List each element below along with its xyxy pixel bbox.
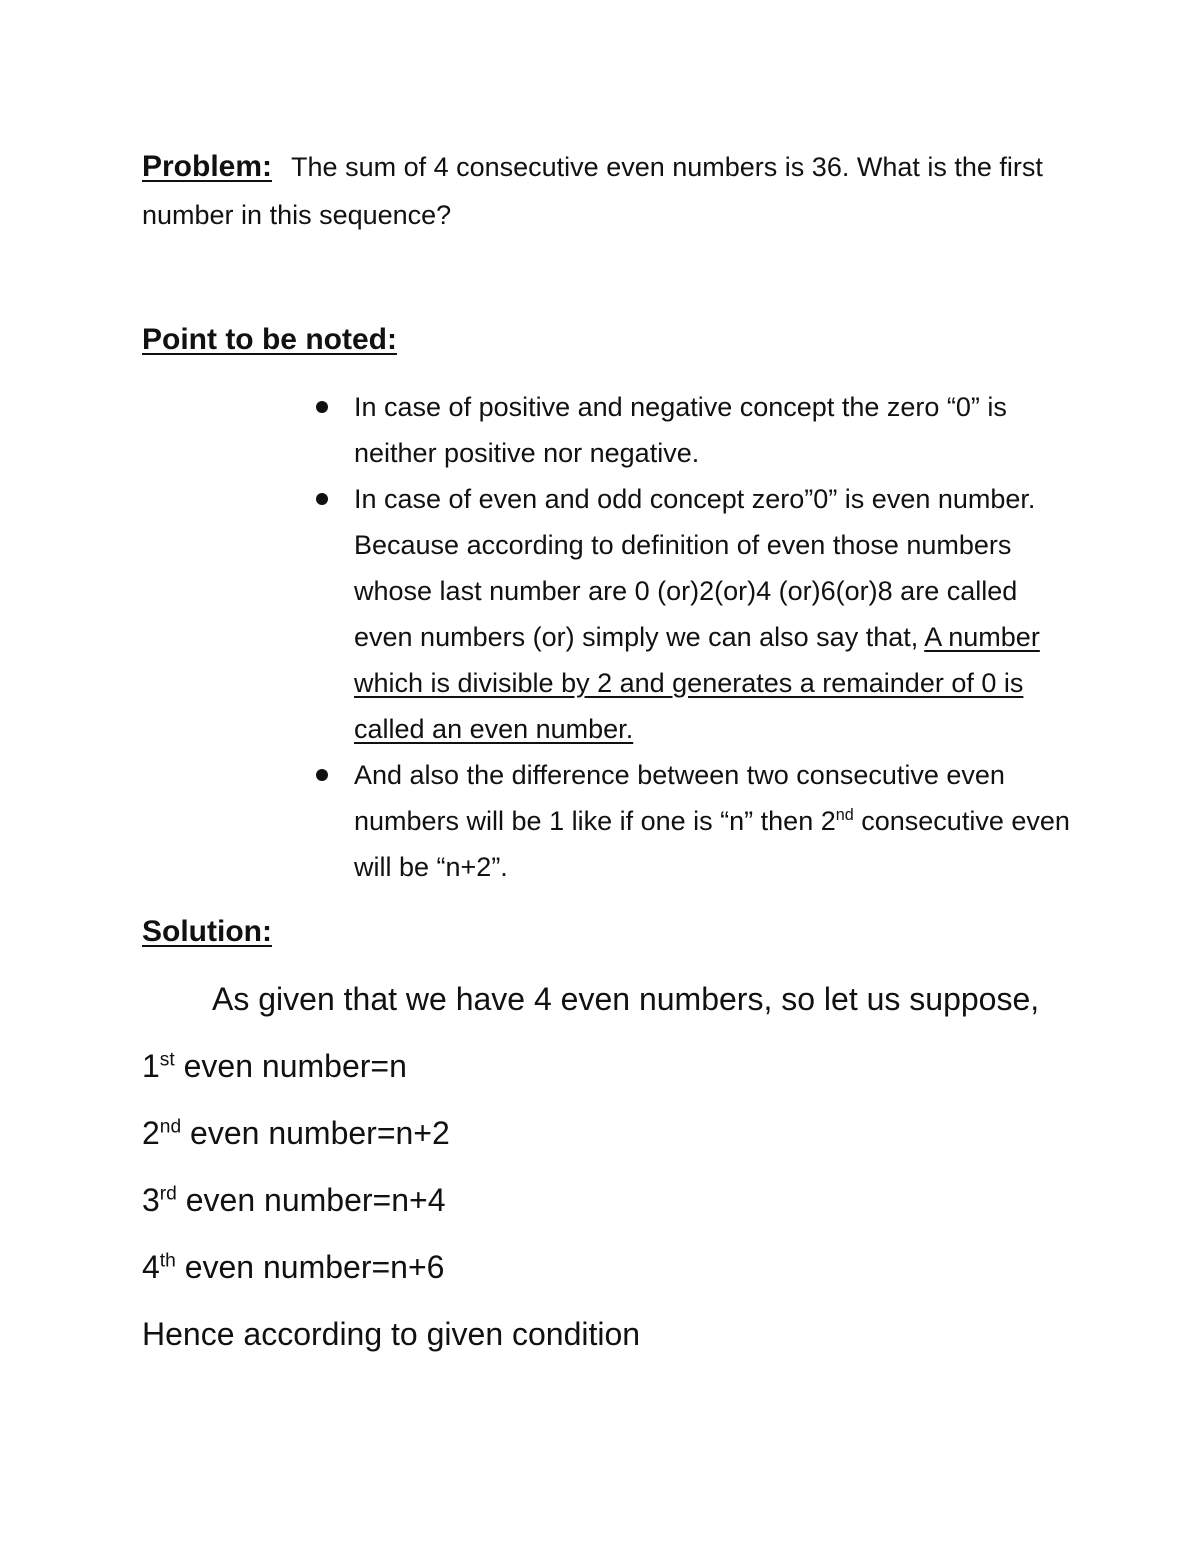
list-item <box>310 752 1070 890</box>
ordinal-number: 2 <box>142 1115 160 1151</box>
bullet-icon <box>316 401 328 413</box>
points-heading: Point to be noted: <box>142 323 397 356</box>
ordinal-suffix: nd <box>835 806 854 824</box>
problem-text: The sum of 4 consecutive even numbers is 36. What is the first number in this sequence? <box>142 152 1043 230</box>
equation-line <box>142 1176 446 1224</box>
list-item <box>310 476 1070 752</box>
point-text: In case of positive and negative concept the zero “0” is neither positive nor negative. <box>354 392 1007 468</box>
equation-line <box>142 1042 407 1090</box>
ordinal-number: 1 <box>142 1048 160 1084</box>
list-item <box>310 384 1070 476</box>
even-definition: A number which is divisible by 2 and generates a remainder of 0 is called an even number. <box>354 622 1040 744</box>
ordinal-number: 4 <box>142 1249 160 1285</box>
equation-line <box>142 1109 450 1157</box>
point-text-end: consecutive even will be “n+2”. <box>354 806 1070 882</box>
solution-intro: As given that we have 4 even numbers, so let us suppose, <box>212 981 1040 1017</box>
equation-text: even number=n+6 <box>175 1249 445 1285</box>
equation-text: even number=n+4 <box>176 1182 446 1218</box>
points-list <box>310 384 1070 890</box>
ordinal-suffix: rd <box>159 1183 177 1205</box>
bullet-icon <box>316 769 328 781</box>
ordinal-suffix: nd <box>159 1116 182 1138</box>
equation-text: even number=n <box>174 1048 407 1084</box>
equation-text: even number=n+2 <box>181 1115 450 1151</box>
equation-line <box>142 1243 444 1291</box>
problem-statement <box>142 143 1082 239</box>
ordinal-suffix: th <box>159 1250 176 1272</box>
conclusion-text: Hence according to given condition <box>142 1316 641 1352</box>
bullet-icon <box>316 493 328 505</box>
ordinal-number: 3 <box>142 1182 160 1218</box>
point-text: In case of even and odd concept zero”0” is even number. Because according to definition of even those numbers whose last number are 0 (or)2(or)4 (or)6(or)8 are called even numbers (or) simply we can also say that, <box>354 484 1036 652</box>
solution-heading: Solution: <box>142 915 272 948</box>
point-text: And also the difference between two consecutive even numbers will be 1 like if one is “n” then 2 <box>354 760 1005 836</box>
problem-label: Problem: <box>142 150 273 183</box>
ordinal-suffix: st <box>159 1049 175 1071</box>
